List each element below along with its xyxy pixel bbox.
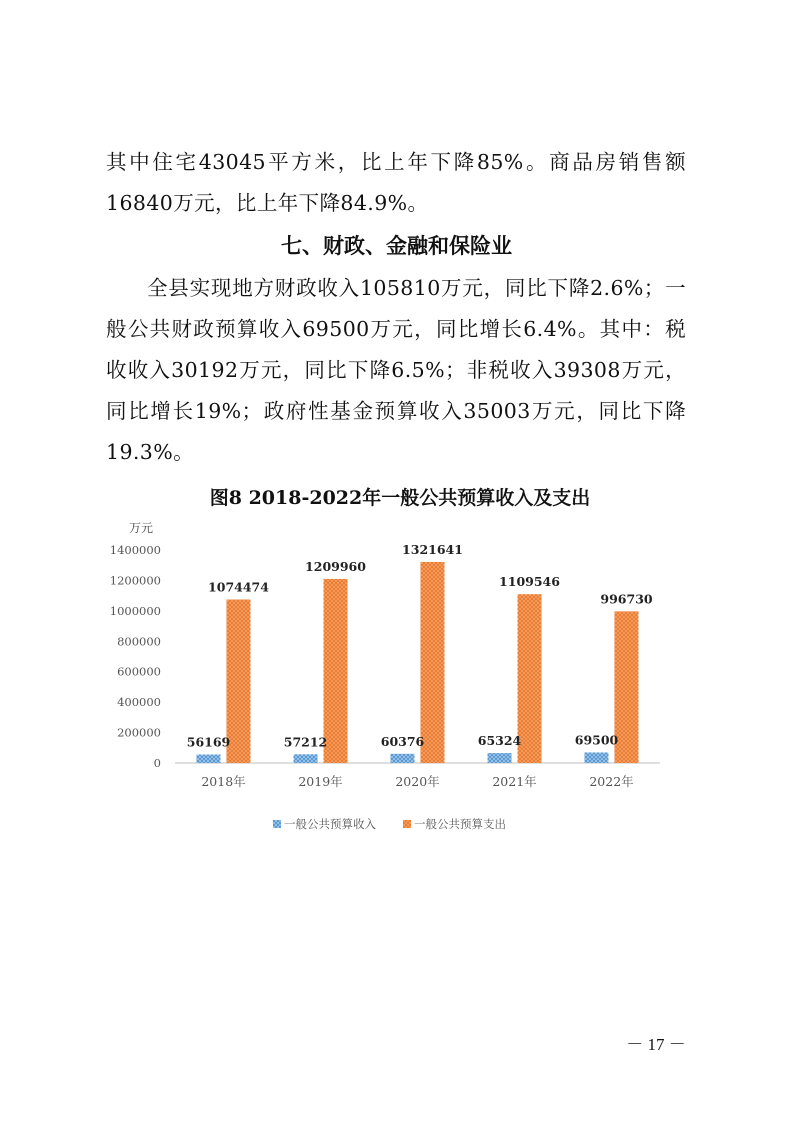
revenue-data-label: 65324 bbox=[477, 733, 522, 749]
expenditure-data-label: 1321641 bbox=[402, 541, 463, 557]
y-tick-label: 0 bbox=[153, 756, 161, 770]
y-tick-label: 200000 bbox=[117, 725, 161, 740]
x-tick-label: 2020年 bbox=[395, 774, 440, 789]
expenditure-data-label: 996730 bbox=[600, 591, 653, 607]
paragraph-housing: 其中住宅43045平方米，比上年下降85%。商品房销售额16840万元，比上年下降84.9%。 bbox=[106, 150, 686, 215]
y-tick-label: 400000 bbox=[117, 695, 161, 710]
page-number: － 17 － bbox=[626, 1035, 686, 1054]
x-tick-label: 2022年 bbox=[589, 774, 634, 789]
y-tick-label: 1400000 bbox=[109, 543, 161, 557]
expenditure-data-label: 1109546 bbox=[499, 574, 560, 590]
paragraph-finance: 全县实现地方财政收入105810万元，同比下降2.6%；一般公共财政预算收入69500万元，同比增长6.4%。其中：税收收入30192万元，同比下降6.5%；非税收入39308万元，同比增长19%；政府性基金预算收入35003万元，同比下降19.3%。 bbox=[106, 276, 686, 464]
revenue-data-label: 57212 bbox=[283, 734, 328, 750]
section-heading: 七、财政、金融和保险业 bbox=[281, 234, 512, 258]
revenue-bar bbox=[294, 754, 318, 763]
revenue-data-label: 60376 bbox=[380, 733, 425, 749]
chart-title: 图8 2018-2022年一般公共预算收入及支出 bbox=[209, 487, 591, 509]
revenue-data-label: 56169 bbox=[186, 734, 231, 750]
y-tick-label: 600000 bbox=[117, 664, 161, 679]
revenue-bar bbox=[585, 752, 609, 763]
expenditure-data-label: 1209960 bbox=[305, 558, 366, 574]
legend-label-revenue: 一般公共预算收入 bbox=[284, 817, 376, 831]
y-tick-label: 1000000 bbox=[109, 603, 161, 618]
revenue-data-label: 69500 bbox=[574, 732, 619, 748]
revenue-bar bbox=[488, 753, 512, 763]
revenue-bar bbox=[391, 754, 415, 763]
expenditure-data-label: 1074474 bbox=[208, 579, 269, 595]
y-tick-label: 800000 bbox=[117, 634, 161, 649]
y-tick-label: 1200000 bbox=[109, 573, 161, 588]
legend-swatch-revenue bbox=[273, 820, 281, 828]
legend-swatch-expenditure bbox=[403, 820, 411, 828]
x-tick-label: 2018年 bbox=[201, 774, 246, 789]
y-axis-unit: 万元 bbox=[128, 521, 154, 535]
revenue-bar bbox=[197, 754, 221, 763]
budget-chart bbox=[105, 470, 685, 850]
legend-label-expenditure: 一般公共预算支出 bbox=[414, 817, 506, 831]
x-tick-label: 2021年 bbox=[492, 774, 537, 789]
x-tick-label: 2019年 bbox=[298, 774, 343, 789]
